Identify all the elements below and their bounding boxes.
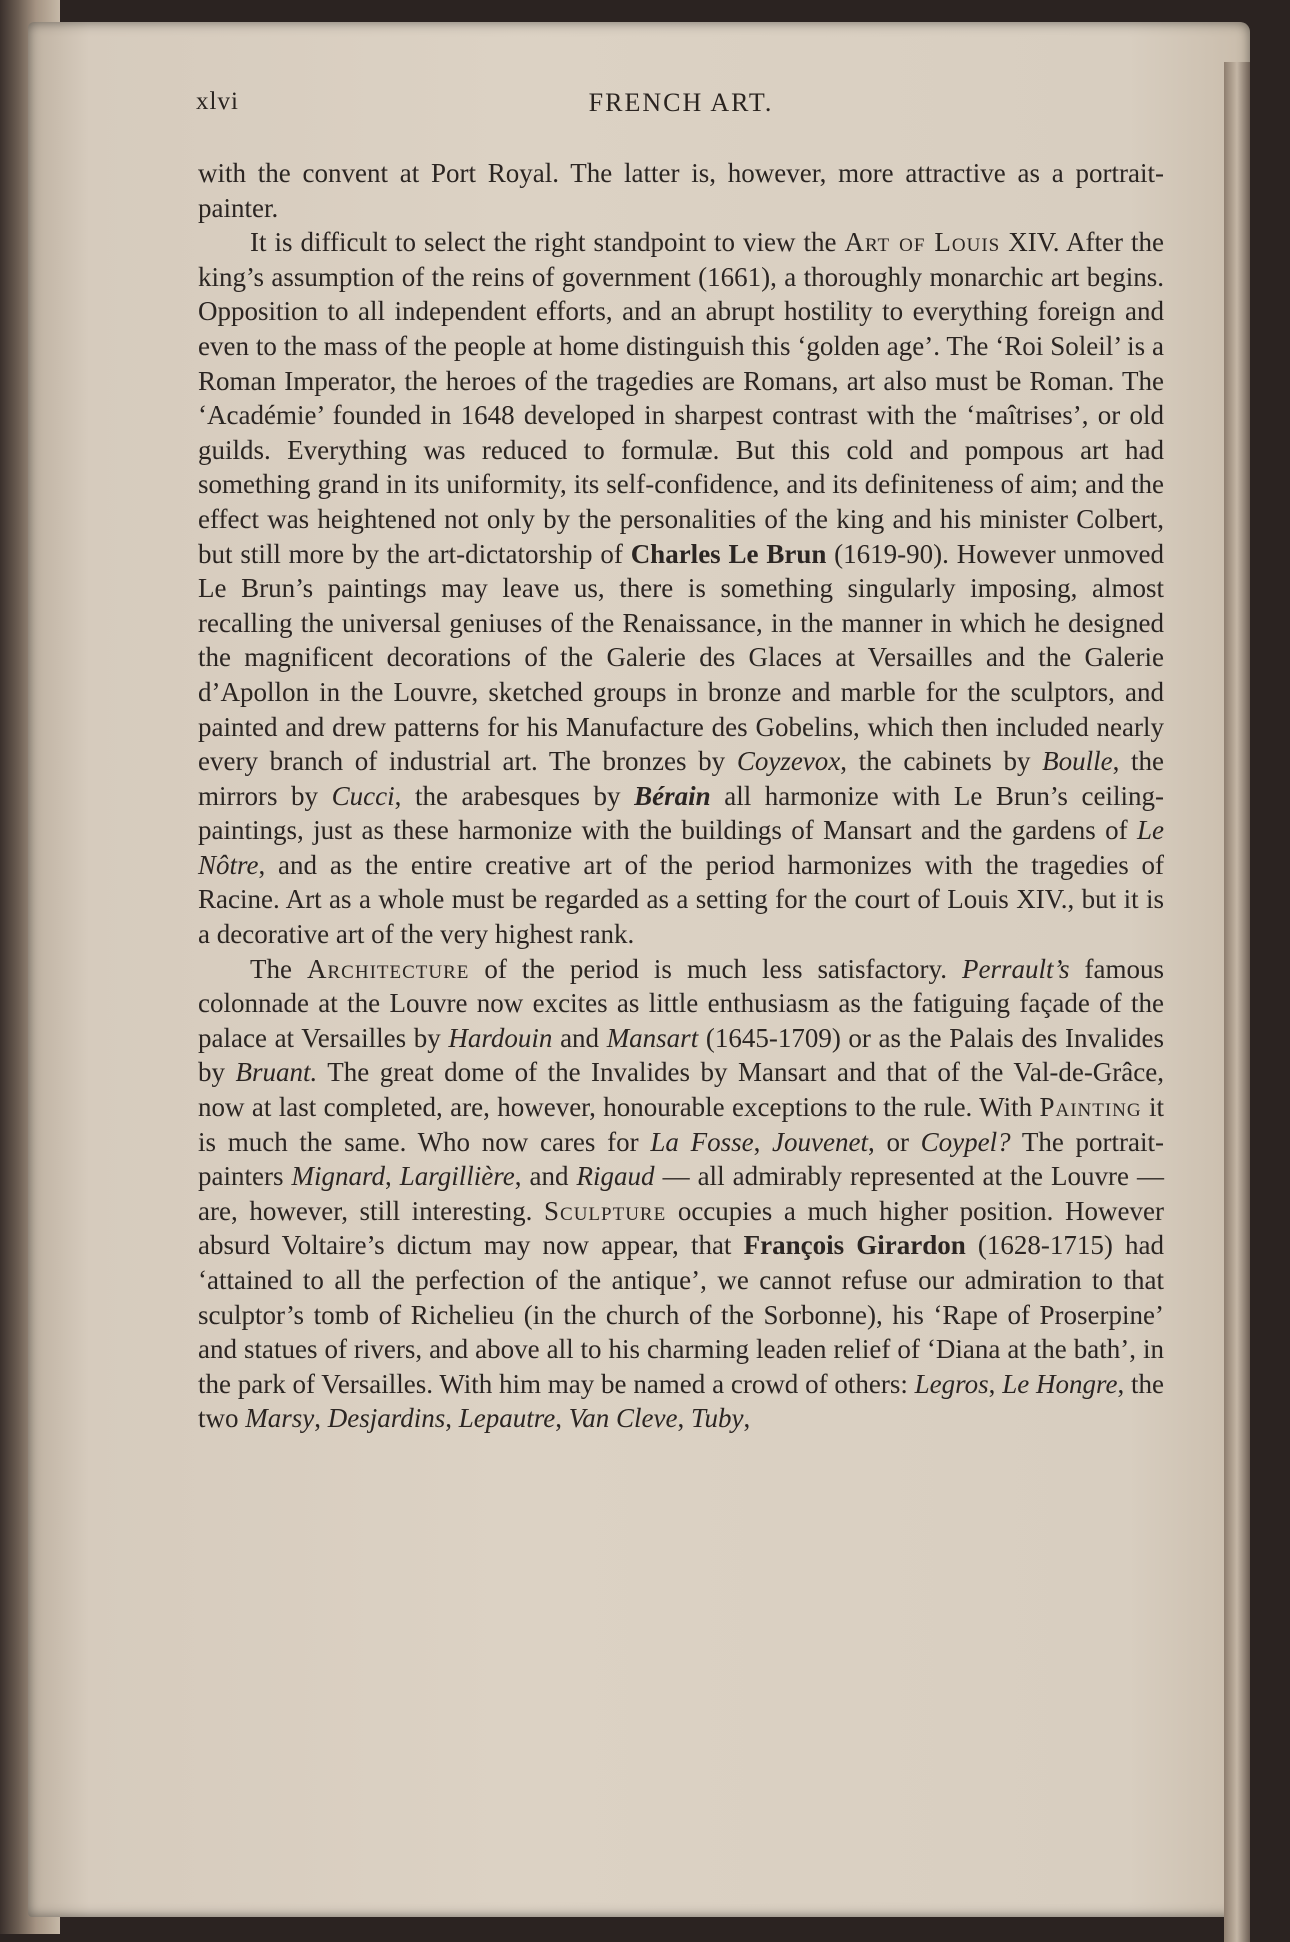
text-run: , and bbox=[514, 1161, 577, 1192]
text-run: , bbox=[385, 1161, 400, 1192]
text-run: it is much the same. Who now cares for bbox=[198, 1092, 1164, 1157]
bold-name: Charles Le Brun bbox=[630, 538, 827, 569]
text-run: all harmonize with Le Brun’s ceiling-paintings, just as these harmonize with the buildings of Mansart and the gardens of bbox=[198, 780, 1164, 846]
text-run: occupies a much higher position. However absurd Voltaire’s dictum may now appear, that bbox=[198, 1195, 1164, 1261]
text-run: , bbox=[988, 1368, 1003, 1399]
text-run: (1619-90). However unmoved Le Brun’s paintings may leave us, there is something singularly imposing, almost recalling the universal geniuses of the Renaissance, in the manner in which he designed the magnificent decorations of the Galerie des Glaces at Versailles and the Galerie d’Apollon in the Louvre, sketched groups in bronze and marble for the sculptors, and painted and drew patterns for his Manufacture des Gobelins, which then included nearly every branch of industrial art. The bronzes by bbox=[198, 538, 1164, 777]
italic-name: Coypel? bbox=[920, 1126, 1011, 1157]
text-run: , the mirrors by bbox=[198, 746, 1164, 811]
italic-name: Bérain bbox=[634, 780, 711, 811]
text-run: The bbox=[250, 953, 307, 984]
paragraph-3 bbox=[198, 952, 1164, 1436]
italic-name: Mignard bbox=[291, 1161, 385, 1192]
italic-name: La Fosse bbox=[650, 1126, 754, 1157]
italic-name: Jouvenet bbox=[772, 1126, 868, 1157]
italic-name: Mansart bbox=[606, 1022, 699, 1053]
italic-name: Lepautre bbox=[458, 1403, 556, 1434]
text-run: , bbox=[677, 1403, 691, 1434]
italic-name: Van Cleve bbox=[568, 1403, 678, 1434]
text-run: XIV. After the king’s assumption of the reins of government (1661), a thoroughly monarchic art begins. Opposition to all independent efforts, and an abrupt hostility to everything foreign and even to the mass of the people at home distinguish this ‘golden age’. The ‘Roi Soleil’ is a Roman Imperator, the heroes of the tragedies are Romans, art also must be Roman. The ‘Académie’ founded in 1648 developed in sharpest contrast with the ‘maîtrises’, or old guilds. Everything was reduced to formulæ. But this cold and pompous art had something grand in its uniformity, its self-confidence, and its definiteness of aim; and the effect was heightened not only by the personalities of the king and his minister Colbert, but still more by the art-dictatorship of bbox=[198, 227, 1164, 569]
italic-name: Tuby bbox=[690, 1403, 744, 1434]
page-number: xlvi bbox=[196, 88, 239, 115]
text-run: , the two bbox=[198, 1368, 1164, 1434]
text-run: , and as the entire creative art of the period harmonizes with the tragedies of Racine. Art as a whole must be regarded as a setting for the court of Louis XIV., but it is a decorative art of the very highest rank. bbox=[198, 849, 1164, 950]
text-run: The portrait-painters bbox=[198, 1126, 1165, 1192]
italic-name: Le Hongre bbox=[1002, 1368, 1118, 1399]
text-run: (1645-1709) or as the Palais des Invalides by bbox=[198, 1022, 1164, 1088]
text-run: The great dome of the Invalides by Mansart and that of the Val-de-Grâce, now at last completed, are, however, honourable exceptions to the rule. With bbox=[198, 1057, 1164, 1123]
italic-name: Coyzevox bbox=[736, 746, 841, 777]
paragraph-1: with the convent at Port Royal. The latter is, however, more attractive as a portrait-painter. bbox=[198, 158, 1164, 223]
bold-name: François Girardon bbox=[743, 1230, 966, 1261]
italic-name: Perrault’s bbox=[961, 953, 1070, 984]
text-run: , bbox=[314, 1403, 328, 1434]
text-run: and bbox=[552, 1022, 607, 1053]
text-run: famous colonnade at the Louvre now excites as little enthusiasm as the fatiguing façade of the palace at Versailles by bbox=[198, 953, 1164, 1053]
running-title: FRENCH ART. bbox=[588, 88, 774, 117]
italic-name: Le Nôtre bbox=[198, 815, 1164, 880]
text-run: — all admirably represented at the Louvre — are, however, still interesting. bbox=[198, 1161, 1164, 1226]
italic-name: Marsy bbox=[245, 1403, 315, 1434]
italic-name: Desjardins bbox=[327, 1403, 446, 1434]
italic-name: Legros bbox=[914, 1368, 989, 1399]
italic-name: Hardouin bbox=[448, 1022, 553, 1053]
italic-name: Cucci bbox=[331, 780, 395, 811]
small-caps-heading: Architecture bbox=[307, 953, 470, 984]
text-run: , bbox=[555, 1403, 569, 1434]
small-caps-heading: Art of Louis bbox=[844, 227, 1001, 258]
text-run: It is difficult to select the right standpoint to view the bbox=[250, 227, 845, 258]
text-run: , bbox=[743, 1403, 751, 1434]
text-run: , or bbox=[867, 1126, 921, 1157]
paragraph-2 bbox=[198, 225, 1164, 951]
italic-name: Rigaud bbox=[576, 1161, 655, 1192]
italic-name: Bruant. bbox=[235, 1057, 318, 1088]
small-caps-heading: Sculpture bbox=[544, 1195, 667, 1226]
body-text bbox=[198, 156, 1164, 1436]
page-header bbox=[196, 88, 1166, 128]
page-edge bbox=[1224, 62, 1250, 1942]
text-run: , bbox=[445, 1403, 459, 1434]
text-run: of the period is much less satisfactory. bbox=[469, 953, 962, 984]
text-run: (1628-1715) had ‘attained to all the perfection of the antique’, we cannot refuse our admiration to that sculptor’s tomb of Richelieu (in the church of the Sorbonne), his ‘Rape of Proserpine’ and statues of rivers, and above all to his charming leaden relief of ‘Diana at the bath’, in the park of Versailles. With him may be named a crowd of others: bbox=[198, 1230, 1164, 1399]
text-run: , the cabinets by bbox=[840, 746, 1043, 777]
text-run: , bbox=[753, 1126, 773, 1157]
small-caps-heading: Painting bbox=[1039, 1092, 1142, 1123]
text-run: , the arabesques by bbox=[394, 780, 635, 811]
italic-name: Largillière bbox=[399, 1161, 515, 1192]
italic-name: Boulle bbox=[1042, 746, 1113, 777]
